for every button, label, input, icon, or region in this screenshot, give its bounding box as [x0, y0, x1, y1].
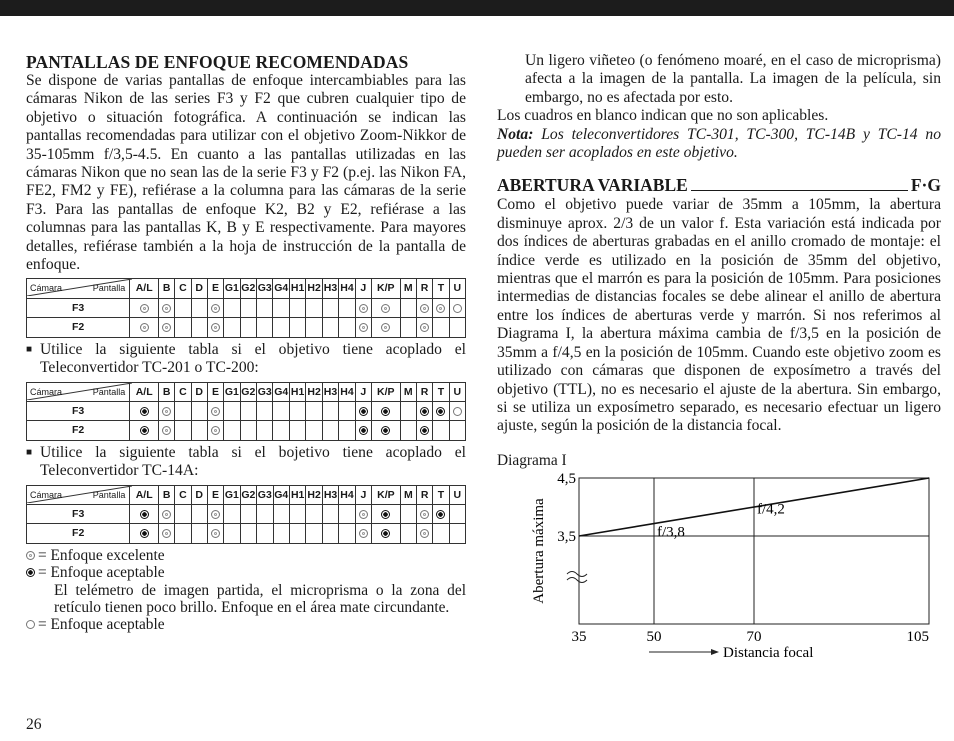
axis-break-icon: [567, 572, 587, 583]
excellent-focus-icon: [162, 323, 171, 332]
excellent-focus-icon: [420, 529, 429, 538]
screen-cell: [224, 504, 240, 523]
screen-cell: [175, 504, 191, 523]
camera-cell: F2: [27, 421, 130, 440]
excellent-focus-icon: [381, 304, 390, 313]
header-screen-label: Pantalla: [92, 283, 126, 294]
screen-cell: [240, 504, 256, 523]
camera-cell: F2: [27, 524, 130, 543]
screen-cell: [130, 524, 159, 543]
screen-cell: [289, 421, 305, 440]
screen-cell: [355, 401, 371, 420]
acceptable-focus-icon: [436, 407, 445, 416]
screen-cell: [207, 298, 223, 317]
screen-header: A/L: [130, 485, 159, 504]
screen-header: M: [400, 485, 416, 504]
diagram-title: Diagrama I: [497, 451, 567, 469]
screen-cell: [371, 401, 400, 420]
screen-cell: [191, 318, 207, 337]
screen-cell: [224, 421, 240, 440]
x-tick-label: 70: [746, 629, 762, 646]
legend-acceptable: = Enfoque aceptable: [26, 564, 466, 581]
screen-cell: [257, 401, 273, 420]
camera-cell: F2: [27, 318, 130, 337]
screen-cell: [449, 298, 465, 317]
annotation-label: f/4,2: [757, 501, 785, 518]
excellent-focus-icon: [211, 407, 220, 416]
screen-header: G4: [273, 279, 289, 298]
screen-cell: [339, 504, 355, 523]
excellent-focus-icon: [26, 551, 35, 560]
screen-cell: [433, 421, 449, 440]
bullet-icon: ■: [26, 343, 33, 355]
screen-cell: [191, 421, 207, 440]
screen-header: G2: [240, 485, 256, 504]
table-corner-header: [27, 485, 130, 504]
screen-cell: [306, 421, 322, 440]
screen-header: J: [355, 279, 371, 298]
screen-cell: [207, 401, 223, 420]
screen-cell: [273, 421, 289, 440]
screen-cell: [130, 318, 159, 337]
screen-cell: [273, 318, 289, 337]
screen-cell: [224, 401, 240, 420]
screen-cell: [130, 298, 159, 317]
excellent-focus-icon: [359, 529, 368, 538]
excellent-focus-icon: [436, 304, 445, 313]
table-row: [27, 524, 466, 543]
screen-header: T: [433, 279, 449, 298]
screen-cell: [339, 298, 355, 317]
screen-cell: [322, 318, 338, 337]
excellent-focus-icon: [420, 510, 429, 519]
screen-cell: [322, 504, 338, 523]
acceptable-focus-icon: [140, 510, 149, 519]
y-axis-label: Abertura máxima: [531, 498, 547, 604]
excellent-focus-icon: [162, 426, 171, 435]
screen-cell: [257, 421, 273, 440]
aperture-title-tag: F·G: [910, 175, 941, 196]
screen-cell: [339, 524, 355, 543]
right-column: [497, 52, 941, 666]
screen-cell: [433, 401, 449, 420]
screen-cell: [130, 504, 159, 523]
screen-cell: [273, 504, 289, 523]
screen-header: K/P: [372, 485, 401, 504]
screen-header: C: [175, 382, 191, 401]
aperture-chart: [497, 470, 941, 660]
screen-header: D: [191, 485, 207, 504]
screen-header: H4: [339, 485, 355, 504]
screen-cell: [289, 298, 305, 317]
camera-cell: F3: [27, 401, 130, 420]
acceptable-focus-icon: [140, 407, 149, 416]
header-screen-label: Pantalla: [92, 386, 126, 397]
screen-cell: [175, 524, 191, 543]
excellent-focus-icon: [211, 426, 220, 435]
table-row: [27, 401, 466, 420]
screen-header: B: [158, 279, 174, 298]
teleconverter-note: [497, 126, 941, 163]
excellent-focus-icon: [211, 323, 220, 332]
screen-header: J: [355, 485, 371, 504]
excellent-focus-icon: [381, 323, 390, 332]
screen-cell: [400, 421, 416, 440]
screen-header: C: [175, 485, 191, 504]
screen-cell: [289, 401, 305, 420]
screen-cell: [372, 524, 401, 543]
screen-cell: [355, 524, 371, 543]
screen-header: G3: [257, 485, 273, 504]
screen-header: K/P: [371, 382, 400, 401]
camera-cell: F3: [27, 504, 130, 523]
screen-header: H3: [322, 279, 338, 298]
excellent-focus-icon: [211, 304, 220, 313]
screen-header: G3: [257, 382, 273, 401]
screen-cell: [371, 298, 400, 317]
screen-cell: [224, 318, 240, 337]
bullet-icon: ■: [26, 446, 33, 458]
legend-acceptable-note: El telémetro de imagen partida, el microprisma o la zona del retículo tienen poco brillo. Enfoque en el área mate circundante.: [54, 581, 466, 616]
excellent-focus-icon: [140, 323, 149, 332]
y-tick-label: 4,5: [557, 471, 576, 488]
focus-table-tc201: [26, 382, 466, 441]
excellent-focus-icon: [162, 510, 171, 519]
acceptable-focus-icon: [381, 510, 390, 519]
screen-cell: [158, 401, 174, 420]
y-tick-label: 3,5: [557, 529, 576, 546]
screen-header: H3: [322, 485, 338, 504]
screen-cell: [306, 524, 322, 543]
screen-header: G4: [273, 382, 289, 401]
acceptable-focus-icon: [359, 426, 368, 435]
screen-header: H3: [322, 382, 338, 401]
x-axis-label: Distancia focal: [723, 645, 814, 661]
screen-cell: [306, 504, 322, 523]
screen-cell: [449, 401, 465, 420]
arrow-right-icon: [711, 649, 719, 655]
screen-cell: [416, 318, 432, 337]
header-camera-label: Cámara: [30, 283, 63, 294]
screen-header: G1: [224, 382, 240, 401]
screen-cell: [273, 524, 289, 543]
screen-cell: [416, 298, 432, 317]
screen-header: G4: [273, 485, 289, 504]
table-row: [27, 504, 466, 523]
screen-cell: [289, 524, 305, 543]
excellent-focus-icon: [359, 510, 368, 519]
aperture-paragraph: Como el objetivo puede variar de 35mm a 105mm, la abertura disminuye aprox. 2/3 de un valor f. Esta variación está indicada por dos índices de aberturas grabadas en el anillo cromado de montaje: el índice verde es utilizado en la posición de 35mm del objetivo, mientras que el marrón es para la posición de 105mm. Para posiciones intermedias de distancias focales se debe alinear el anillo de abertura entre los índices de aberturas verde y marrón. Si nos referimos al Diagrama I, la abertura máxima cambia de f/3,5 en la posición de 35mm a f/4,5 en la posición de 105mm. Cuando este objetivo zoom es utilizado con cámaras que disponen de exposímetro a través del objetivo (TTL), no es necesario el ajuste de la abertura. Sin embargo, si se utiliza un exposímetro separado, es necesario efectuar un ligero ajuste, según la posición de la distancia focal.: [497, 196, 941, 435]
screen-cell: [339, 421, 355, 440]
acceptable-focus-icon: [26, 568, 35, 577]
screen-header: H4: [339, 279, 355, 298]
screen-cell: [158, 421, 174, 440]
excellent-focus-icon: [140, 304, 149, 313]
screen-cell: [257, 298, 273, 317]
screen-cell: [175, 298, 191, 317]
bullet-tc14a: [26, 444, 466, 481]
screen-header: M: [400, 382, 416, 401]
screen-cell: [372, 504, 401, 523]
section-title-screens: PANTALLAS DE ENFOQUE RECOMENDADAS: [26, 52, 409, 72]
screen-cell: [224, 524, 240, 543]
table-row: [27, 318, 466, 337]
screen-cell: [322, 401, 338, 420]
screen-cell: [355, 298, 371, 317]
legend-acceptable-2: = Enfoque aceptable: [26, 616, 466, 633]
screen-header: G1: [224, 485, 240, 504]
screen-cell: [322, 421, 338, 440]
screen-cell: [240, 421, 256, 440]
screen-header: D: [191, 382, 207, 401]
screen-header: U: [449, 279, 465, 298]
screen-header: H2: [306, 485, 322, 504]
excellent-focus-icon: [162, 529, 171, 538]
excellent-focus-icon: [359, 304, 368, 313]
page-number: 26: [26, 716, 42, 733]
screen-cell: [273, 298, 289, 317]
screen-cell: [449, 524, 465, 543]
legend-excellent: = Enfoque excelente: [26, 547, 466, 564]
aperture-title: ABERTURA VARIABLE: [497, 175, 688, 196]
screen-cell: [191, 524, 207, 543]
screen-cell: [355, 318, 371, 337]
screen-header: D: [191, 279, 207, 298]
screen-cell: [306, 401, 322, 420]
screen-header: E: [207, 382, 223, 401]
excellent-focus-icon: [211, 529, 220, 538]
screen-header: R: [416, 279, 432, 298]
screen-cell: [207, 524, 223, 543]
acceptable-focus-icon: [381, 529, 390, 538]
screen-cell: [289, 504, 305, 523]
screen-cell: [449, 318, 465, 337]
focus-table-tc14a: [26, 485, 466, 544]
screen-cell: [130, 421, 159, 440]
screen-header: R: [416, 382, 432, 401]
acceptable-focus-open-icon: [453, 304, 462, 313]
screen-cell: [433, 318, 449, 337]
screen-cell: [191, 504, 207, 523]
screen-cell: [207, 504, 223, 523]
screen-cell: [224, 298, 240, 317]
screen-cell: [400, 504, 416, 523]
screen-header: M: [400, 279, 416, 298]
screen-header: R: [417, 485, 433, 504]
screen-header: A/L: [130, 279, 159, 298]
screen-cell: [257, 524, 273, 543]
bullet-text: Utilice la siguiente tabla si el objetivo tiene acoplado el Teleconvertidor TC-201 o TC-200:: [40, 340, 466, 377]
screen-header: H2: [306, 279, 322, 298]
screen-cell: [416, 421, 432, 440]
acceptable-focus-icon: [140, 529, 149, 538]
screen-cell: [207, 421, 223, 440]
screen-cell: [306, 298, 322, 317]
screen-cell: [191, 298, 207, 317]
screen-cell: [322, 524, 338, 543]
screen-cell: [159, 504, 175, 523]
header-camera-label: Cámara: [30, 386, 63, 397]
x-tick-label: 105: [906, 629, 929, 646]
screen-header: E: [207, 485, 223, 504]
screen-cell: [433, 298, 449, 317]
screen-header: H1: [289, 485, 305, 504]
screen-cell: [433, 504, 449, 523]
screen-cell: [207, 318, 223, 337]
screen-header: H2: [306, 382, 322, 401]
excellent-focus-icon: [162, 304, 171, 313]
screen-header: G3: [257, 279, 273, 298]
annotation-label: f/3,8: [657, 524, 685, 541]
screen-cell: [449, 421, 465, 440]
screen-cell: [416, 401, 432, 420]
screen-header: J: [355, 382, 371, 401]
screen-cell: [417, 524, 433, 543]
screen-cell: [371, 318, 400, 337]
camera-cell: F3: [27, 298, 130, 317]
screen-cell: [240, 524, 256, 543]
screen-cell: [417, 504, 433, 523]
acceptable-focus-icon: [359, 407, 368, 416]
acceptable-focus-open-icon: [453, 407, 462, 416]
screen-cell: [339, 401, 355, 420]
screen-cell: [158, 298, 174, 317]
excellent-focus-icon: [162, 407, 171, 416]
table-corner-header: [27, 279, 130, 298]
top-bar: [0, 0, 954, 16]
screen-cell: [355, 504, 371, 523]
bullet-text: Utilice la siguiente tabla si el bojetivo tiene acoplado el Teleconvertidor TC-14A:: [40, 443, 466, 480]
blank-cells-note: Los cuadros en blanco indican que no son aplicables.: [497, 107, 829, 125]
screen-cell: [257, 504, 273, 523]
header-camera-label: Cámara: [30, 489, 63, 500]
screen-cell: [159, 524, 175, 543]
acceptable-focus-icon: [381, 426, 390, 435]
screen-cell: [240, 401, 256, 420]
excellent-focus-icon: [420, 323, 429, 332]
vignette-paragraph: Un ligero viñeteo (o fenómeno moaré, en el caso de microprisma) afecta a la imagen de la pantalla. La imagen de la película, sin embargo, no es afectada por esto.: [525, 52, 941, 106]
screen-header: G2: [240, 279, 256, 298]
screen-cell: [273, 401, 289, 420]
acceptable-focus-icon: [140, 426, 149, 435]
screen-header: U: [449, 382, 465, 401]
screen-cell: [322, 298, 338, 317]
screen-header: B: [159, 485, 175, 504]
bullet-tc201: [26, 341, 466, 378]
screen-header: C: [175, 279, 191, 298]
screen-cell: [240, 298, 256, 317]
screen-header: H1: [289, 279, 305, 298]
screen-cell: [449, 504, 465, 523]
screen-cell: [130, 401, 159, 420]
screen-cell: [289, 318, 305, 337]
screen-cell: [175, 318, 191, 337]
screen-cell: [400, 401, 416, 420]
screen-header: G2: [240, 382, 256, 401]
legend: [26, 547, 466, 634]
excellent-focus-icon: [359, 323, 368, 332]
intro-paragraph: Se dispone de varias pantallas de enfoque intercambiables para las cámaras Nikon de las series F3 y F2 que cubren cualquier tipo de objetivo o situación fotográfica. A continuación se indican las pantallas recomendadas para utilizar con el objetivo Zoom-Nikkor de 35-105mm f/3,5-4.5. En cuanto a las pantallas utilizadas en las cámaras Nikon que no sean las de la serie F3 y F2 (p.ej. las Nikon FA, FE2, FM2 y FE), refiérase a la columna para las cámaras de la serie F3. Para las pantallas de enfoque K2, B2 y E2, refiérase a las columnas para las pantallas K, B y E respectivamente. Para mayores detalles, refiérase también a la hoja de instrucción de la pantalla de enfoque.: [26, 72, 466, 274]
screen-cell: [355, 421, 371, 440]
acceptable-focus-icon: [436, 510, 445, 519]
screen-cell: [306, 318, 322, 337]
screen-cell: [257, 318, 273, 337]
acceptable-focus-icon: [420, 426, 429, 435]
acceptable-focus-icon: [420, 407, 429, 416]
note-text: Los teleconvertidores TC-301, TC-300, TC-14B y TC-14 no pueden ser acoplados en este objetivo.: [497, 125, 941, 162]
section-title-aperture: [497, 176, 941, 196]
title-rule: [691, 190, 908, 191]
note-label: Nota:: [497, 125, 534, 143]
screen-header: K/P: [371, 279, 400, 298]
excellent-focus-icon: [211, 510, 220, 519]
screen-header: G1: [224, 279, 240, 298]
excellent-focus-icon: [420, 304, 429, 313]
screen-header: E: [207, 279, 223, 298]
table-row: [27, 421, 466, 440]
screen-cell: [191, 401, 207, 420]
table-row: [27, 298, 466, 317]
x-tick-label: 35: [571, 629, 587, 646]
screen-header: U: [449, 485, 465, 504]
screen-cell: [175, 401, 191, 420]
left-column: [26, 52, 466, 634]
x-tick-label: 50: [646, 629, 662, 646]
table-corner-header: [27, 382, 130, 401]
screen-cell: [240, 318, 256, 337]
screen-cell: [433, 524, 449, 543]
focus-table-standard: [26, 278, 466, 337]
screen-cell: [339, 318, 355, 337]
screen-cell: [400, 298, 416, 317]
screen-cell: [371, 421, 400, 440]
screen-header: B: [158, 382, 174, 401]
screen-header: H1: [289, 382, 305, 401]
header-screen-label: Pantalla: [92, 489, 126, 500]
screen-header: T: [433, 485, 449, 504]
screen-header: H4: [339, 382, 355, 401]
acceptable-focus-icon: [381, 407, 390, 416]
screen-header: T: [433, 382, 449, 401]
acceptable-focus-open-icon: [26, 620, 35, 629]
screen-header: A/L: [130, 382, 159, 401]
screen-cell: [158, 318, 174, 337]
screen-cell: [400, 318, 416, 337]
screen-cell: [400, 524, 416, 543]
screen-cell: [175, 421, 191, 440]
